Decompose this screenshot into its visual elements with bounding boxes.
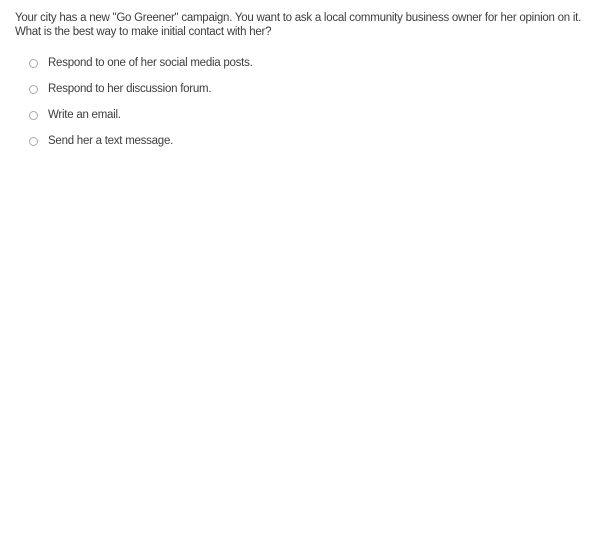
option-label[interactable]: Respond to her discussion forum. xyxy=(48,83,212,95)
radio-unselected-icon[interactable] xyxy=(29,85,38,94)
question-text: Your city has a new "Go Greener" campaign. You want to ask a local community business owner for her opinion on it. What is the best way to make initial contact with her? xyxy=(15,12,582,38)
option-row-email[interactable] xyxy=(29,109,600,122)
options-list xyxy=(0,57,600,148)
radio-unselected-icon[interactable] xyxy=(29,111,38,120)
option-label[interactable]: Respond to one of her social media posts. xyxy=(48,57,253,69)
option-row-discussion-forum[interactable] xyxy=(29,83,600,96)
option-label[interactable]: Send her a text message. xyxy=(48,135,174,147)
radio-unselected-icon[interactable] xyxy=(29,137,38,146)
option-label[interactable]: Write an email. xyxy=(48,109,121,121)
option-row-text-message[interactable] xyxy=(29,135,600,148)
radio-unselected-icon[interactable] xyxy=(29,59,38,68)
option-row-social-media[interactable] xyxy=(29,57,600,70)
